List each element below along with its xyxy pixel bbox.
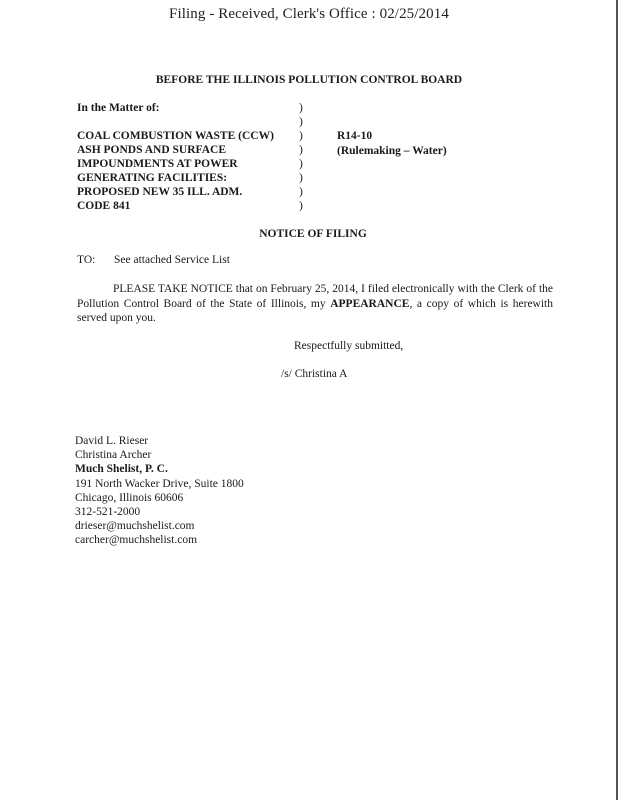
paragraph-text: PLEASE TAKE NOTICE that on February 25, 2014, I filed electronically with the Clerk of the Pollution Control Board of the State of Illinois, my [77, 283, 553, 310]
matter-line: IMPOUNDMENTS AT POWER [77, 158, 238, 170]
recipient-line [77, 254, 230, 266]
paren: ) [299, 116, 303, 128]
email-address: drieser@muchshelist.com [75, 520, 195, 533]
email-address: carcher@muchshelist.com [75, 534, 198, 547]
appearance-term: APPEARANCE [330, 297, 410, 310]
phone-number: 312-521-2000 [75, 506, 141, 519]
signature-block [75, 434, 244, 548]
case-caption [77, 101, 274, 213]
notice-title: NOTICE OF FILING [259, 228, 367, 240]
docket-info [337, 129, 447, 159]
matter-line: ASH PONDS AND SURFACE [77, 144, 226, 156]
to-value: See attached Service List [114, 254, 230, 266]
firm-name: Much Shelist, P. C. [75, 463, 168, 476]
matter-label: In the Matter of: [77, 102, 160, 114]
matter-line: CODE 841 [77, 200, 131, 212]
paren: ) [299, 130, 303, 142]
matter-line: PROPOSED NEW 35 ILL. ADM. [77, 186, 243, 198]
paren: ) [299, 158, 303, 170]
attorney-name: Christina Archer [75, 449, 152, 462]
address-line: Chicago, Illinois 60606 [75, 491, 184, 504]
electronic-signature: /s/ Christina A [281, 368, 348, 380]
notice-paragraph [77, 282, 553, 326]
docket-type: (Rulemaking – Water) [337, 145, 447, 157]
matter-line: GENERATING FACILITIES: [77, 172, 228, 184]
paren: ) [299, 186, 303, 198]
paragraph-text-end: , a copy of which is herewith served upon you. [77, 297, 553, 324]
matter-line: COAL COMBUSTION WASTE (CCW) [77, 130, 274, 142]
board-title: BEFORE THE ILLINOIS POLLUTION CONTROL BOARD [155, 74, 463, 86]
paren: ) [299, 102, 303, 114]
closing-line: Respectfully submitted, [294, 340, 404, 352]
paren: ) [299, 172, 303, 184]
caption-parentheses [299, 101, 303, 213]
filing-stamp: Filing - Received, Clerk's Office : 02/25/2014 [169, 6, 449, 22]
docket-number: R14-10 [337, 130, 373, 142]
paren: ) [299, 144, 303, 156]
attorney-name: David L. Rieser [75, 435, 149, 447]
to-label: TO: [77, 254, 96, 266]
address-line: 191 North Wacker Drive, Suite 1800 [75, 477, 244, 490]
paren: ) [299, 200, 303, 212]
